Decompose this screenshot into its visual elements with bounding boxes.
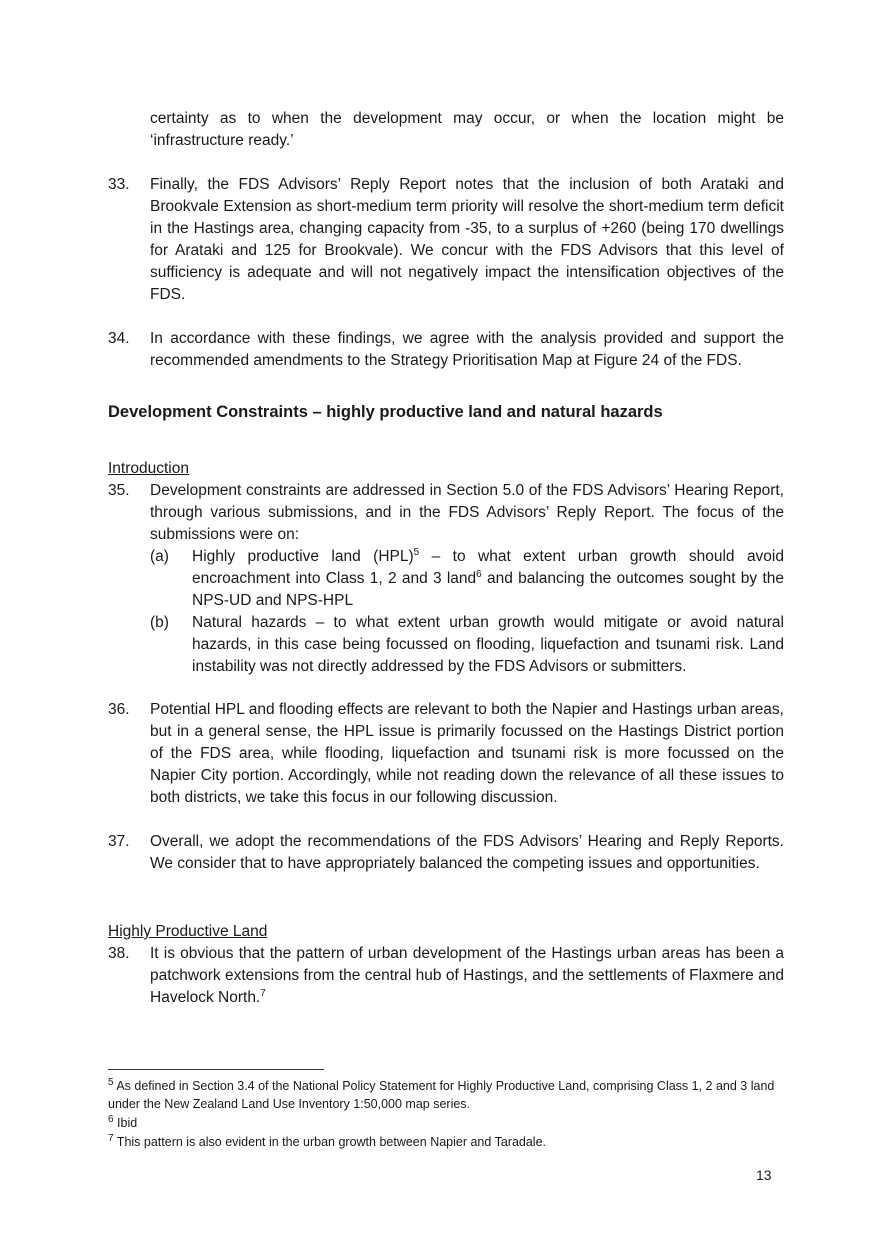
list-item-a: [150, 546, 784, 612]
list-item-text-part: Highly productive land (HPL): [192, 548, 414, 565]
paragraph-35: [108, 480, 784, 678]
footnote-text: This pattern is also evident in the urban growth between Napier and Taradale.: [113, 1135, 547, 1149]
paragraph-text: [150, 943, 784, 1009]
footnote-text: As defined in Section 3.4 of the National Policy Statement for Highly Productive Land, comprising Class 1, 2 and 3 land under the New Zealand Land Use Inventory 1:50,000 map series.: [108, 1079, 775, 1111]
footnote-mark: 6: [108, 1113, 114, 1125]
list-item-label: (a): [150, 548, 169, 565]
paragraph-38: [108, 943, 784, 1009]
list-item-b: [150, 612, 784, 678]
paragraph-continuation-text: certainty as to when the development may occur, or when the location might be ‘infrastructure ready.’: [150, 110, 784, 149]
list-item-text-part: – to what extent urban growth should avoid encroachment into Class 1, 2 and 3 land: [192, 548, 784, 587]
paragraph-34: [108, 328, 784, 372]
paragraph-text-part: It is obvious that the pattern of urban development of the Hastings urban areas has been a patchwork extensions from the central hub of Hastings, and the settlements of Flaxmere and Havelock North.: [150, 945, 784, 1006]
paragraph-continuation: [150, 108, 784, 152]
paragraph-37: [108, 831, 784, 875]
paragraph-text: Development constraints are addressed in Section 5.0 of the FDS Advisors’ Hearing Report, through various submissions, and in the FDS Advisors’ Reply Report. The focus of the submissions were on:: [150, 482, 784, 543]
footnote-separator: [108, 1069, 324, 1070]
list-item-text-part: and balancing the outcomes sought by the NPS-UD and NPS-HPL: [192, 570, 784, 609]
footnote-mark: 7: [108, 1132, 114, 1144]
footnote-7: [108, 1133, 784, 1151]
list-item-label: (b): [150, 614, 169, 631]
paragraph-number: 37.: [108, 833, 130, 850]
paragraph-text: In accordance with these findings, we agree with the analysis provided and support the recommended amendments to the Strategy Prioritisation Map at Figure 24 of the FDS.: [150, 330, 784, 369]
paragraph-number: 38.: [108, 945, 130, 962]
paragraph-number: 36.: [108, 701, 130, 718]
paragraph-text: Finally, the FDS Advisors’ Reply Report notes that the inclusion of both Arataki and Brookvale Extension as short-medium term priority will resolve the short-medium term deficit in the Hastings area, changing capacity from -35, to a surplus of +260 (being 170 dwellings for Arataki and 125 for Brookvale). We concur with the FDS Advisors that this level of sufficiency is adequate and will not negatively impact the intensification objectives of the FDS.: [150, 176, 784, 303]
paragraph-36: [108, 699, 784, 809]
subheading-highly-productive-land: Highly Productive Land: [108, 923, 268, 940]
footnote-ref-7[interactable]: 7: [260, 987, 266, 999]
footnote-ref-6[interactable]: 6: [476, 568, 482, 580]
list-item-text: [192, 546, 784, 612]
footnote-text: Ibid: [113, 1116, 138, 1130]
paragraph-text: Overall, we adopt the recommendations of the FDS Advisors’ Hearing and Reply Reports. We consider that to have appropriately balanced the competing issues and opportunities.: [150, 833, 784, 872]
paragraph-33: [108, 174, 784, 306]
paragraph-number: 34.: [108, 330, 130, 347]
section-heading: Development Constraints – highly productive land and natural hazards: [108, 403, 663, 421]
paragraph-number: 35.: [108, 482, 130, 499]
footnote-6: [108, 1114, 784, 1132]
page-number: 13: [756, 1167, 772, 1183]
list-item-text: Natural hazards – to what extent urban growth would mitigate or avoid natural hazards, in this case being focussed on flooding, liquefaction and tsunami risk. Land instability was not directly addressed by the FDS Advisors or submitters.: [192, 614, 784, 675]
paragraph-text: Potential HPL and flooding effects are relevant to both the Napier and Hastings urban areas, but in a general sense, the HPL issue is primarily focussed on the Hastings District portion of the FDS area, while flooding, liquefaction and tsunami risk is more focussed on the Napier City portion. Accordingly, while not reading down the relevance of all these issues to both districts, we take this focus in our following discussion.: [150, 701, 784, 806]
subheading-introduction: Introduction: [108, 460, 189, 477]
paragraph-number: 33.: [108, 176, 130, 193]
footnote-mark: 5: [108, 1076, 114, 1088]
footnote-5: [108, 1077, 784, 1113]
footnote-ref-5[interactable]: 5: [413, 546, 420, 558]
